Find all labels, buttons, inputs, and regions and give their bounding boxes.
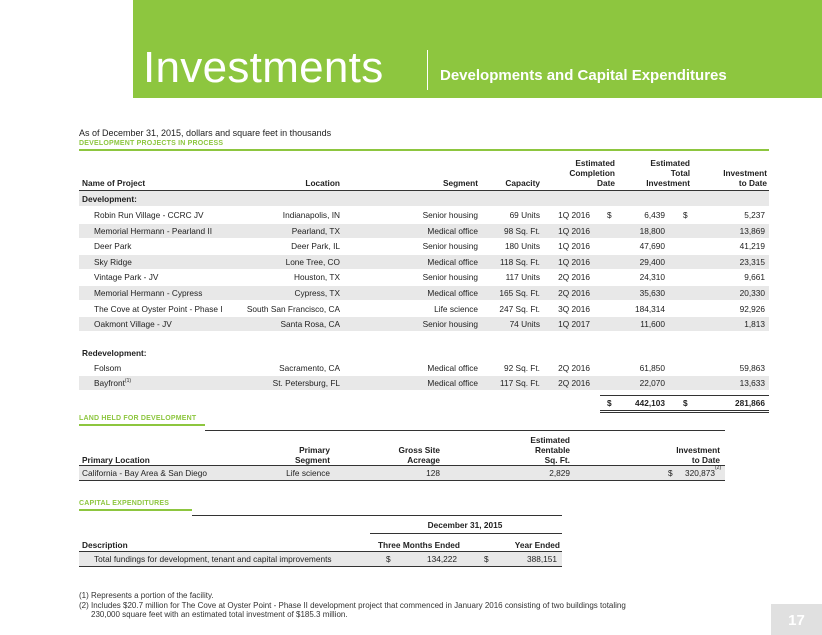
capex-col-description-header: Description [82, 540, 128, 550]
project-total-investment: 24,310 [639, 272, 665, 283]
project-investment-to-date: 41,219 [739, 241, 765, 252]
project-capacity: 118 Sq. Ft. [500, 256, 540, 267]
capex-period-rule [370, 533, 562, 534]
project-name: Bayfront$^{(1)}$ [94, 378, 132, 389]
page-number: 17 [788, 612, 805, 629]
project-location: Cypress, TX [294, 288, 340, 298]
section-rule [79, 509, 192, 511]
project-capacity: 117 Units [505, 272, 540, 283]
section-rule [79, 149, 769, 151]
project-segment: Medical office [427, 378, 478, 389]
project-name: Memorial Hermann - Cypress [94, 288, 203, 298]
totals-double-rule [600, 410, 769, 411]
page-number-box [771, 604, 822, 635]
project-name: Robin Run Village - CCRC JV [94, 210, 204, 220]
project-investment-to-date: 1,813 [744, 319, 765, 330]
project-capacity: 92 Sq. Ft. [504, 362, 540, 373]
project-completion-date: 3Q 2016 [558, 303, 590, 314]
group-label-development: Development: [82, 194, 137, 204]
land-location: California - Bay Area & San Diego [82, 468, 207, 478]
footnote-ref: (1) [124, 378, 132, 385]
project-location: St. Petersburg, FL [272, 378, 340, 389]
project-total-investment: 184,314 [635, 303, 665, 314]
project-location: Sacramento, CA [279, 362, 340, 373]
land-col-todate-header: Investment to Date [676, 445, 720, 465]
project-total-investment: 47,690 [639, 241, 665, 252]
project-segment: Medical office [427, 225, 478, 236]
totals-double-rule [600, 412, 769, 413]
capex-col-year-header: Year Ended [514, 540, 560, 550]
project-capacity: 247 Sq. Ft. [499, 303, 540, 314]
capex-description: Total fundings for development, tenant and capital improvements [94, 554, 332, 564]
capex-currency-1: $ [386, 554, 391, 564]
section-title-land: LAND HELD FOR DEVELOPMENT [79, 415, 197, 422]
project-name: Oakmont Village - JV [94, 319, 172, 330]
project-total-investment: 6,439 [644, 210, 665, 220]
project-completion-date: 1Q 2017 [558, 319, 590, 330]
capex-top-rule [192, 515, 562, 516]
project-segment: Senior housing [422, 241, 478, 252]
land-bottom-rule [79, 480, 725, 481]
land-currency: $ [668, 468, 673, 478]
section-rule [79, 424, 205, 426]
project-segment: Senior housing [422, 319, 478, 330]
col-location-header: Location [305, 178, 340, 188]
totals-rule [600, 395, 769, 396]
project-investment-to-date: 13,869 [739, 225, 765, 236]
project-total-investment: 35,630 [639, 288, 665, 298]
capex-bottom-rule [79, 566, 562, 567]
project-total-investment: 11,600 [640, 319, 665, 330]
project-segment: Senior housing [422, 272, 478, 283]
group-band [79, 191, 769, 206]
land-col-acreage-header: Gross Site Acreage [398, 445, 440, 465]
project-investment-to-date: 5,237 [744, 210, 765, 220]
project-capacity: 117 Sq. Ft. [500, 378, 540, 389]
capex-currency-2: $ [484, 554, 489, 564]
land-todate: 320,873 [685, 468, 715, 478]
project-segment: Senior housing [422, 210, 478, 220]
capex-period: December 31, 2015 [427, 520, 503, 530]
project-completion-date: 2Q 2016 [558, 362, 590, 373]
totals-currency-2: $ [683, 398, 688, 408]
project-name: Folsom [94, 362, 122, 373]
project-location: Santa Rosa, CA [280, 319, 340, 330]
project-completion-date: 2Q 2016 [558, 378, 590, 389]
project-location: Houston, TX [294, 272, 340, 283]
project-total-investment: 18,800 [639, 225, 665, 236]
project-completion-date: 1Q 2016 [558, 241, 590, 252]
project-capacity: 69 Units [509, 210, 540, 220]
section-title-development: DEVELOPMENT PROJECTS IN PROCESS [79, 140, 224, 147]
project-name: Sky Ridge [94, 256, 132, 267]
project-completion-date: 2Q 2016 [558, 288, 590, 298]
project-name: The Cove at Oyster Point - Phase I [94, 303, 223, 314]
col-segment-header: Segment [442, 178, 478, 188]
land-acreage: 128 [426, 468, 440, 478]
footnote-2: (2) Includes $20.7 million for The Cove at Oyster Point - Phase II development project that commenced in January 2016 consisting of two buildings totaling [79, 601, 626, 610]
page-subtitle: Developments and Capital Expenditures [440, 67, 727, 84]
footnote-ref-2: (2) [715, 465, 722, 471]
land-col-rentable-header: Estimated Rentable Sq. Ft. [530, 435, 570, 465]
col-todate-header: Investment to Date [723, 168, 767, 188]
project-completion-date: 2Q 2016 [558, 272, 590, 283]
project-investment-to-date: 23,315 [739, 256, 765, 267]
currency-symbol: $ [683, 210, 688, 220]
project-name: Deer Park [94, 241, 132, 252]
project-name: Memorial Hermann - Pearland II [94, 225, 213, 236]
project-total-investment: 29,400 [639, 256, 665, 267]
project-investment-to-date: 13,633 [739, 378, 765, 389]
project-investment-to-date: 9,661 [744, 272, 765, 283]
land-rentable: 2,829 [549, 468, 570, 478]
project-investment-to-date: 20,330 [739, 288, 765, 298]
project-segment: Life science [434, 303, 478, 314]
project-capacity: 165 Sq. Ft. [499, 288, 540, 298]
total-investment-to-date: 281,866 [735, 398, 765, 408]
col-total-header: Estimated Total Investment [646, 158, 690, 188]
col-capacity-header: Capacity [505, 178, 540, 188]
land-top-rule [205, 430, 725, 431]
group-label-redevelopment: Redevelopment: [82, 347, 147, 358]
project-location: South San Francisco, CA [246, 303, 340, 314]
project-completion-date: 1Q 2016 [558, 225, 590, 236]
project-completion-date: 1Q 2016 [558, 256, 590, 267]
project-capacity: 74 Units [509, 319, 540, 330]
totals-currency-1: $ [607, 398, 612, 408]
project-total-investment: 22,070 [639, 378, 665, 389]
land-segment: Life science [286, 468, 330, 478]
project-completion-date: 1Q 2016 [558, 210, 590, 220]
currency-symbol: $ [607, 210, 612, 220]
capex-three: 134,222 [427, 554, 457, 564]
capex-col-three-header: Three Months Ended [377, 540, 460, 550]
header-divider [427, 50, 428, 90]
project-location: Deer Park, IL [291, 241, 340, 252]
project-name: Vintage Park - JV [94, 272, 159, 283]
project-segment: Medical office [427, 288, 478, 298]
project-segment: Medical office [427, 256, 478, 267]
header-band [133, 0, 822, 98]
project-investment-to-date: 59,863 [739, 362, 765, 373]
project-capacity: 98 Sq. Ft. [504, 225, 540, 236]
land-col-location-header: Primary Location [82, 455, 150, 465]
total-estimated-investment: 442,103 [635, 398, 665, 408]
project-location: Indianapolis, IN [282, 210, 340, 220]
capex-year: 388,151 [527, 554, 557, 564]
col-name-header: Name of Project [82, 178, 146, 188]
footnote-1: (1) Represents a portion of the facility. [79, 591, 214, 600]
project-location: Lone Tree, CO [285, 256, 340, 267]
footnote-2-cont: 230,000 square feet with an estimated total investment of $185.3 million. [91, 610, 348, 619]
project-investment-to-date: 92,926 [739, 303, 765, 314]
project-location: Pearland, TX [291, 225, 340, 236]
project-total-investment: 61,850 [639, 362, 665, 373]
project-segment: Medical office [427, 362, 478, 373]
project-capacity: 180 Units [504, 241, 540, 252]
section-title-capex: CAPITAL EXPENDITURES [79, 500, 170, 507]
page-title: Investments [143, 43, 384, 92]
col-completion-header: Estimated Completion Date [569, 158, 615, 188]
land-col-segment-header: Primary Segment [294, 445, 330, 465]
as-of-note: As of December 31, 2015, dollars and square feet in thousands [79, 128, 332, 138]
